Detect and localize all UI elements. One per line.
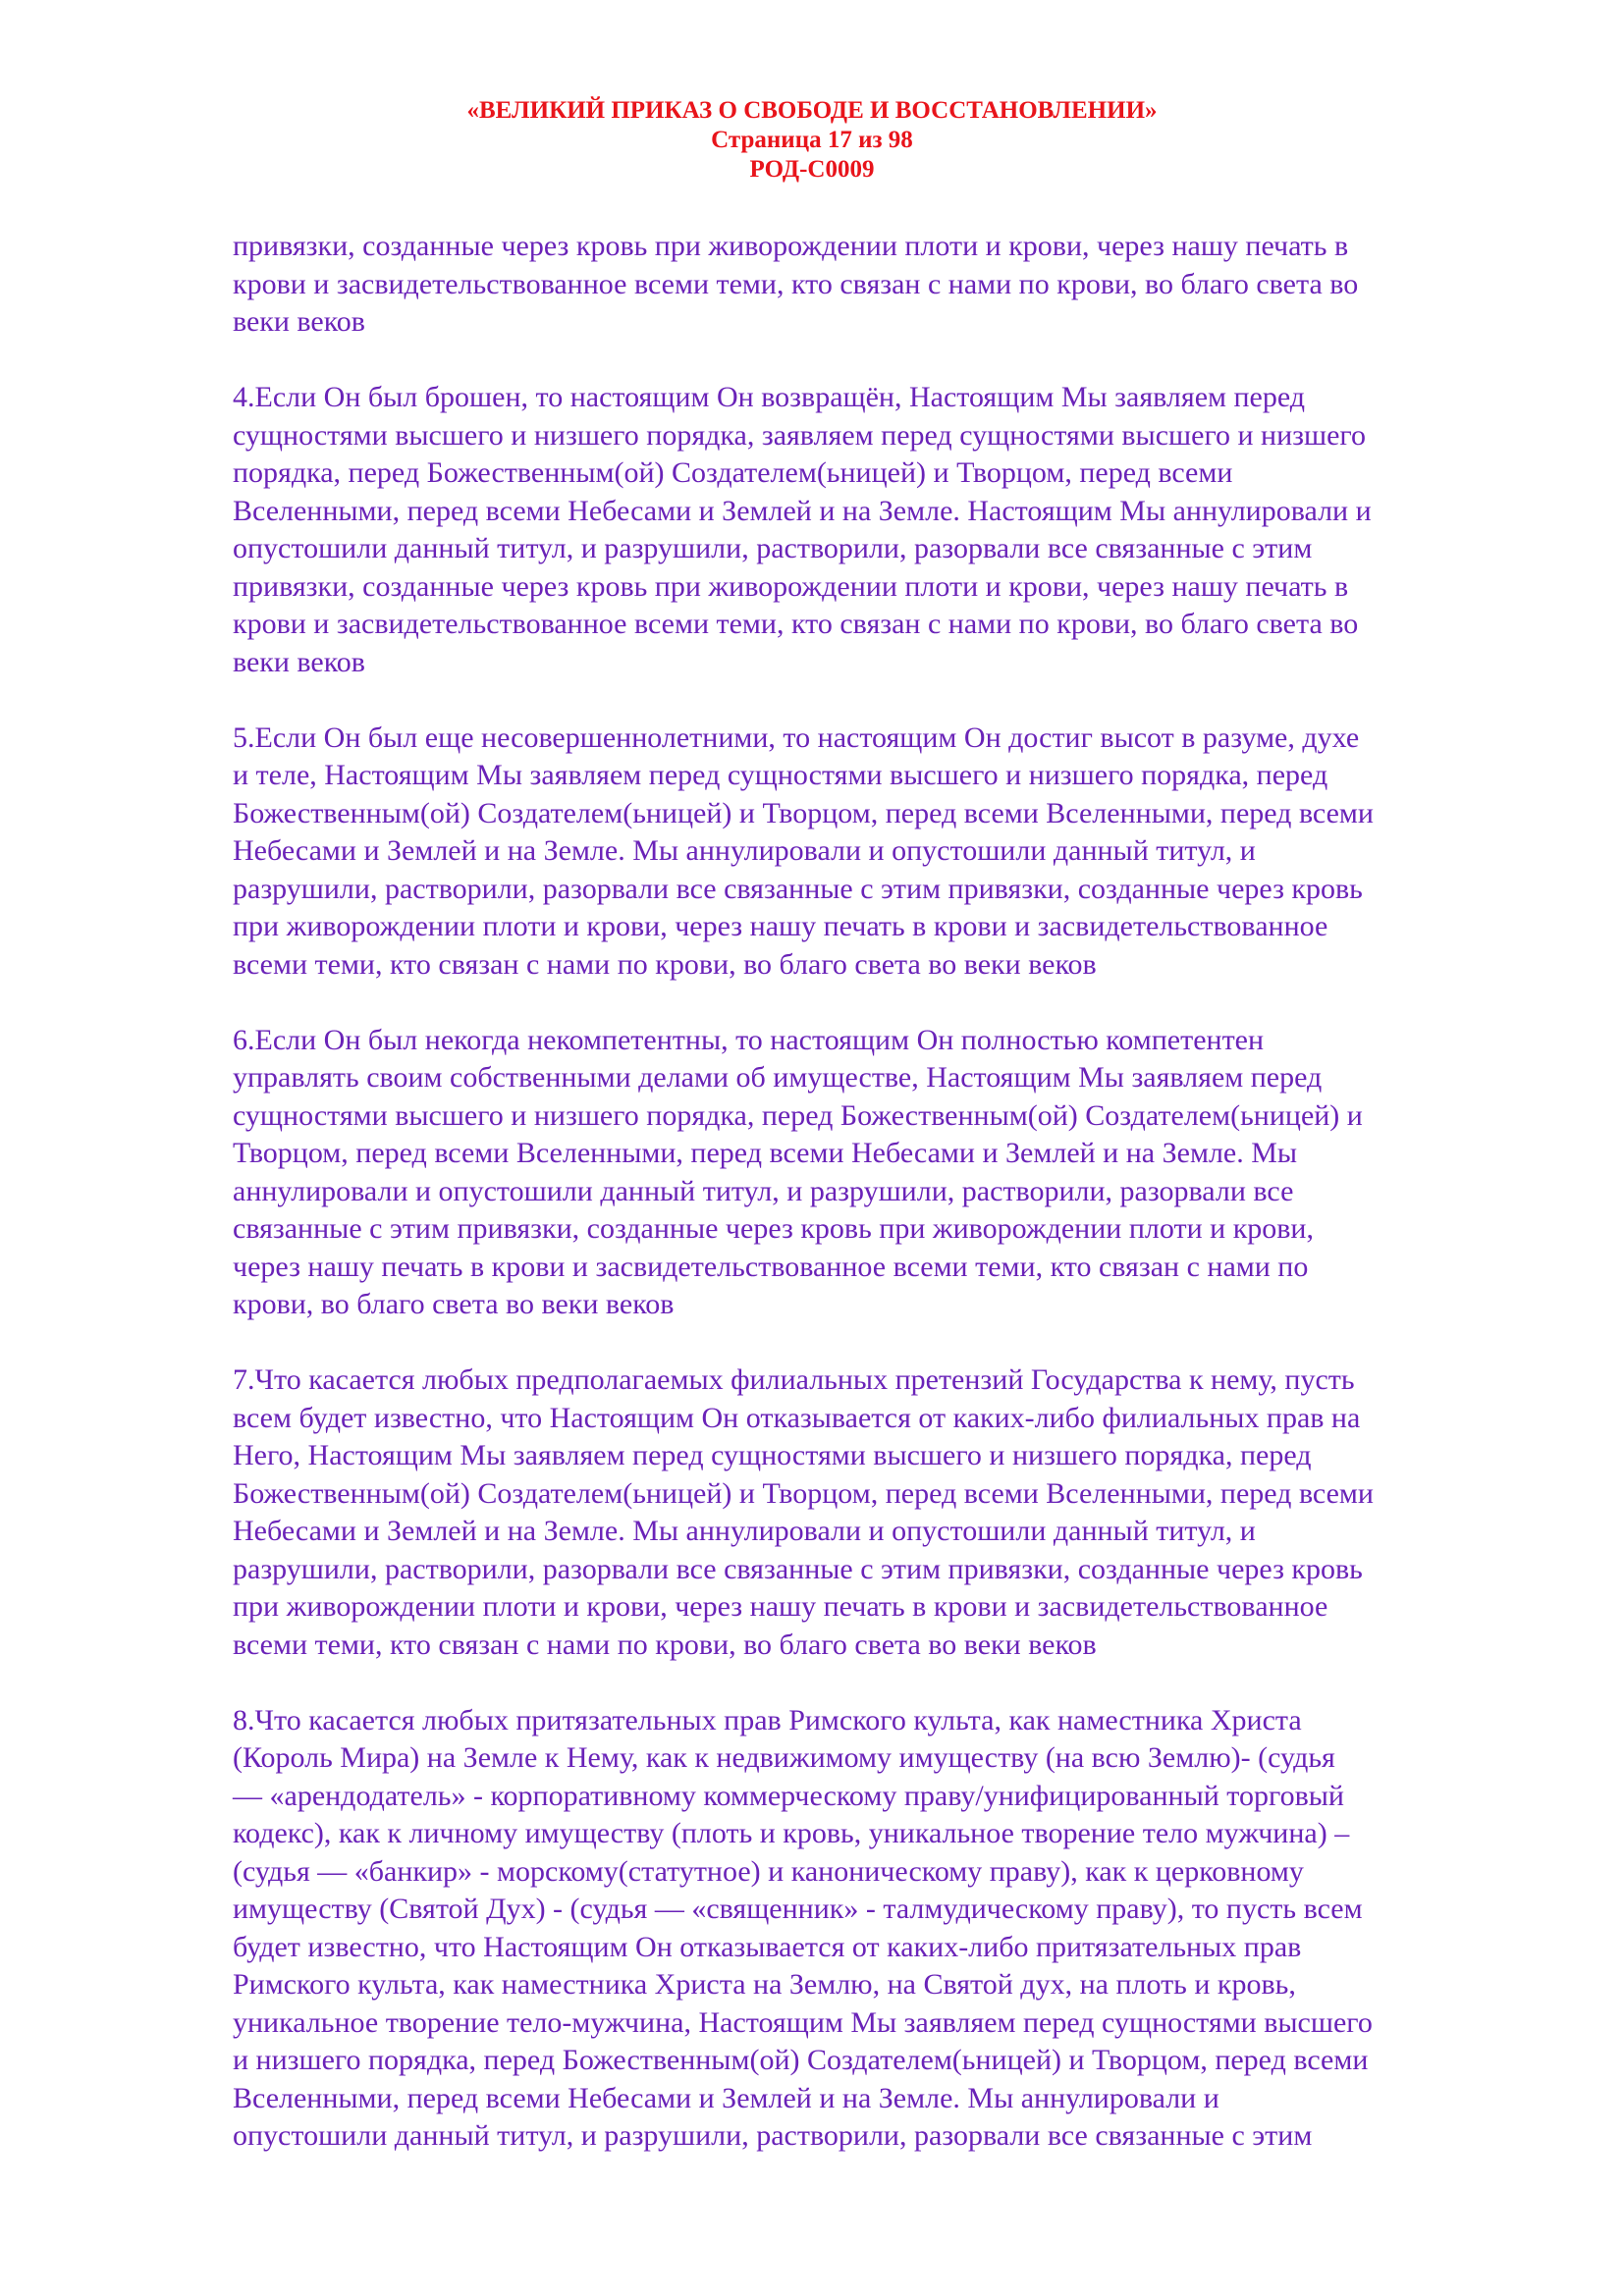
paragraph: [233, 228, 1539, 342]
text-line: Божественным(ой) Создателем(ьницей) и Творцом, перед всеми Вселенными, перед всеми: [233, 1476, 1374, 1510]
text-line: 5.Если Он был еще несовершеннолетними, то настоящим Он достиг высот в разуме, духе: [233, 721, 1360, 754]
text-line: аннулировали и опустошили данный титул, и разрушили, растворили, разорвали все: [233, 1174, 1294, 1207]
text-line: при живорождении плоти и крови, через нашу печать в крови и засвидетельствованное: [233, 910, 1328, 942]
page-number: Страница 17 из 98: [711, 127, 913, 153]
text-line: имуществу (Святой Дух) - (судья — «священник» - талмудическому праву), то пусть всем: [233, 1893, 1363, 1925]
text-line: всеми теми, кто связан с нами по крови, во благо света во веки веков: [233, 947, 1097, 981]
text-line: разрушили, растворили, разорвали все связанные с этим привязки, созданные через кровь: [233, 872, 1363, 905]
text-line: уникальное творение тело-мужчина, Настоящим Мы заявляем перед сущностями высшего: [233, 2005, 1373, 2039]
text-line: при живорождении плоти и крови, через нашу печать в крови и засвидетельствованное: [233, 1590, 1328, 1623]
text-line: — «арендодатель» - корпоративному коммерческому праву/унифицированный торговый: [233, 1779, 1344, 1812]
text-line: Небесами и Землей и на Земле. Мы аннулировали и опустошили данный титул, и: [233, 834, 1256, 867]
text-line: привязки, созданные через кровь при живорождении плоти и крови, через нашу печать в: [233, 569, 1349, 603]
text-line: всеми теми, кто связан с нами по крови, во благо света во веки веков: [233, 1628, 1097, 1661]
paragraph: [233, 1022, 1539, 1324]
text-line: связанные с этим привязки, созданные через кровь при живорождении плоти и крови,: [233, 1212, 1314, 1245]
text-line: 7.Что касается любых предполагаемых филиальных претензий Государства к нему, пусть: [233, 1363, 1355, 1396]
text-line: 8.Что касается любых притязательных прав Римского культа, как наместника Христа: [233, 1703, 1302, 1736]
text-line: сущностями высшего и низшего порядка, перед Божественным(ой) Создателем(ьницей) и: [233, 1098, 1363, 1132]
text-line: Вселенными, перед всеми Небесами и Землей и на Земле. Мы аннулировали и: [233, 2081, 1219, 2114]
text-line: и теле, Настоящим Мы заявляем перед сущностями высшего и низшего порядка, перед: [233, 759, 1328, 791]
text-line: привязки, созданные через кровь при живорождении плоти и крови, через нашу печать в: [233, 230, 1349, 262]
page-header: [0, 96, 1624, 185]
text-line: крови, во благо света во веки веков: [233, 1288, 675, 1320]
document-body: [233, 228, 1539, 2193]
text-line: Римского культа, как наместника Христа на Землю, на Святой дух, на плоть и кровь,: [233, 1968, 1296, 2001]
text-line: опустошили данный титул, и разрушили, растворили, разорвали все связанные с этим: [233, 2119, 1313, 2152]
text-line: (судья — «банкир» - морскому(статутное) и каноническому праву), как к церковному: [233, 1854, 1304, 1888]
text-line: через нашу печать в крови и засвидетельствованное всеми теми, кто связан с нами по: [233, 1250, 1309, 1283]
document-code: РОД-С0009: [749, 156, 875, 183]
document-title: «ВЕЛИКИЙ ПРИКАЗ О СВОБОДЕ И ВОССТАНОВЛЕНИИ»: [466, 97, 1158, 124]
text-line: Творцом, перед всеми Вселенными, перед всеми Небесами и Землей и на Земле. Мы: [233, 1137, 1298, 1169]
text-line: и низшего порядка, перед Божественным(ой) Создателем(ьницей) и Творцом, перед всеми: [233, 2044, 1369, 2076]
text-line: всем будет известно, что Настоящим Он отказывается от каких-либо филиальных прав на: [233, 1401, 1361, 1434]
text-line: управлять своим собственными делами об имуществе, Настоящим Мы заявляем перед: [233, 1061, 1323, 1094]
text-line: Вселенными, перед всеми Небесами и Землей и на Земле. Настоящим Мы аннулировали и: [233, 494, 1372, 527]
text-line: веки веков: [233, 645, 365, 678]
paragraph: [233, 379, 1539, 681]
text-line: кодекс), как к личному имуществу (плоть и кровь, уникальное творение тело мужчина) –: [233, 1817, 1350, 1849]
paragraph: [233, 720, 1539, 985]
text-line: опустошили данный титул, и разрушили, растворили, разорвали все связанные с этим: [233, 532, 1313, 564]
text-line: 4.Если Он был брошен, то настоящим Он возвращён, Настоящим Мы заявляем перед: [233, 381, 1306, 413]
text-line: 6.Если Он был некогда некомпетентны, то настоящим Он полностью компетентен: [233, 1023, 1265, 1056]
text-line: веки веков: [233, 305, 365, 338]
paragraph: [233, 1362, 1539, 1664]
text-line: Него, Настоящим Мы заявляем перед сущностями высшего и низшего порядка, перед: [233, 1439, 1312, 1471]
text-line: крови и засвидетельствованное всеми теми, кто связан с нами по крови, во благо света во: [233, 608, 1359, 640]
text-line: (Король Мира) на Земле к Нему, как к недвижимому имуществу (на всю Землю)- (судья: [233, 1741, 1335, 1774]
text-line: Небесами и Землей и на Земле. Мы аннулировали и опустошили данный титул, и: [233, 1515, 1256, 1547]
text-line: сущностями высшего и низшего порядка, заявляем перед сущностями высшего и низшего: [233, 418, 1366, 452]
text-line: будет известно, что Настоящим Он отказывается от каких-либо притязательных прав: [233, 1930, 1302, 1963]
paragraph: [233, 1702, 1539, 2156]
text-line: разрушили, растворили, разорвали все связанные с этим привязки, созданные через кровь: [233, 1552, 1363, 1585]
text-line: порядка, перед Божественным(ой) Создателем(ьницей) и Творцом, перед всеми: [233, 456, 1233, 489]
text-line: крови и засвидетельствованное всеми теми, кто связан с нами по крови, во благо света во: [233, 267, 1359, 300]
text-line: Божественным(ой) Создателем(ьницей) и Творцом, перед всеми Вселенными, перед всеми: [233, 796, 1374, 829]
